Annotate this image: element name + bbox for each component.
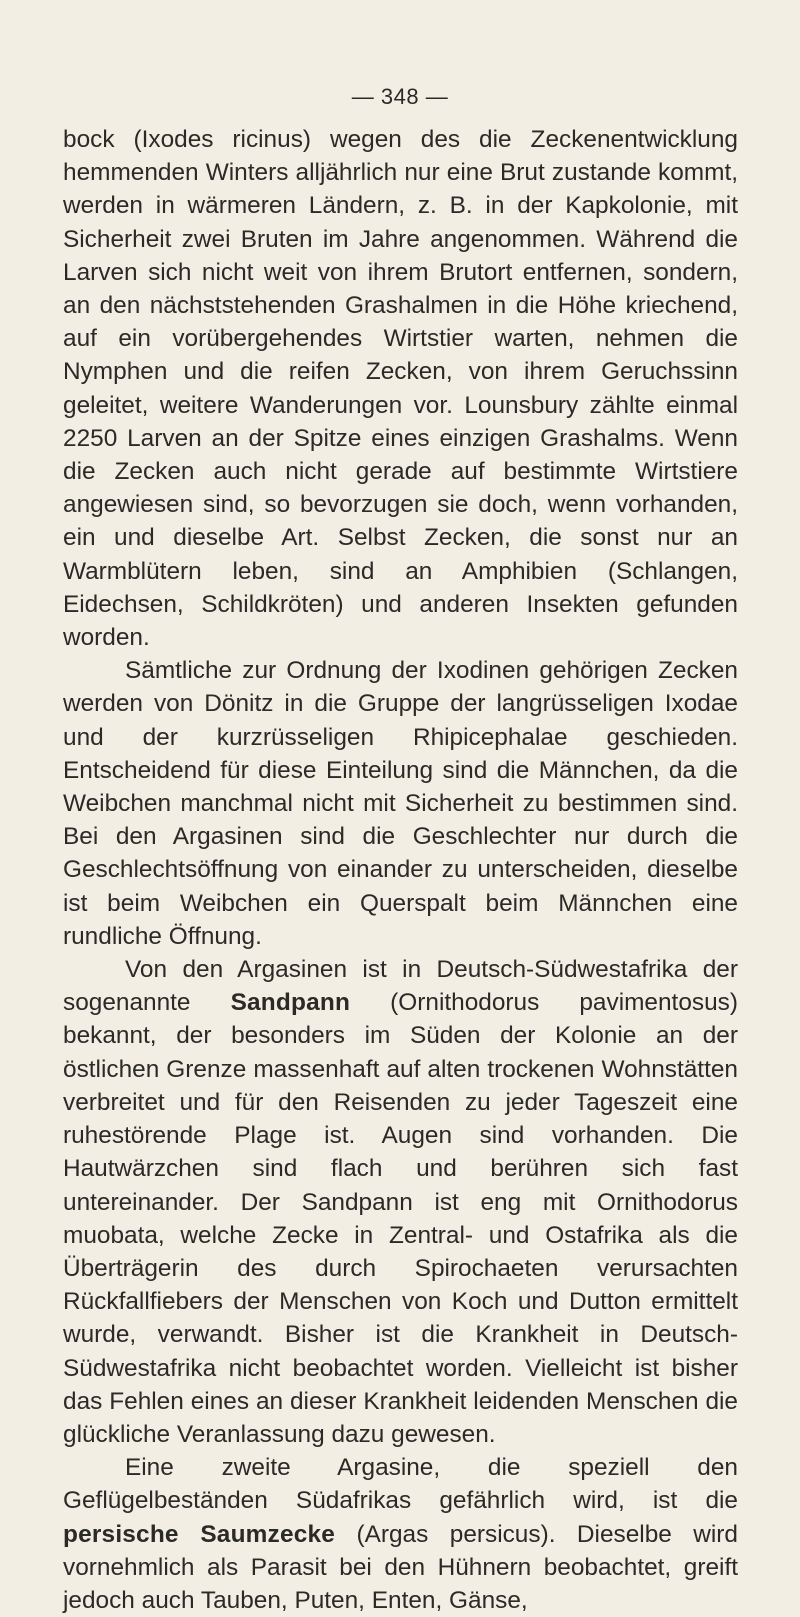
paragraph-text: Von den Argasinen ist in Deutsch-Südwestafrika der sogenannte: [63, 956, 738, 1017]
paragraph-text: Sämtliche zur Ordnung der Ixodinen gehörigen Zecken werden von Dönitz in die Gruppe der langrüsseligen Ixodae und der kurzrüsseligen Rhipicephalae geschieden. Entscheidend für diese Einteilung sind die Männchen, da die Weibchen manchmal nicht mit Sicherheit zu bestimmen sind. Bei den Argasinen sind die Geschlechter nur durch die Geschlechtsöffnung von einander zu unterscheiden, dieselbe ist beim Weibchen ein Querspalt beim Männchen eine rundliche Öffnung.: [63, 657, 738, 950]
paragraph-text: Eine zweite Argasine, die speziell den Geflügelbeständen Südafrikas gefährlich wird, ist die: [63, 1454, 738, 1515]
paragraph: [63, 654, 738, 953]
page-number: — 348 —: [351, 84, 449, 109]
emphasized-term-persische-saumzecke: persische Saumzecke: [63, 1520, 336, 1548]
paragraph-text: (Ornithodorus pavimentosus) bekannt, der besonders im Süden der Kolonie an der östlichen Grenze massenhaft auf alten trockenen Wohnstätten verbreitet und für den Reisenden zu jeder Tageszeit eine ruhestörende Plage ist. Augen sind vorhanden. Die Hautwärzchen sind flach und berühren sich fast untereinander. Der Sandpann ist eng mit Ornithodorus muobata, welche Zecke in Zentral- und Ostafrika als die Überträgerin des durch Spirochaeten verursachten Rückfallfiebers der Menschen von Koch und Dutton ermittelt wurde, verwandt. Bisher ist die Krankheit in Deutsch-Südwestafrika nicht beobachtet worden. Vielleicht ist bisher das Fehlen eines an dieser Krankheit leidenden Menschen die glückliche Veranlassung dazu gewesen.: [63, 989, 738, 1448]
paragraph-text: (Argas persicus). Dieselbe wird vornehmlich als Parasit bei den Hühnern beobachtet, greift jedoch auch Tauben, Puten, Enten, Gänse,: [63, 1520, 738, 1614]
paragraph: [63, 1451, 738, 1617]
paragraph: [63, 123, 738, 654]
body-text: [63, 123, 738, 1617]
emphasized-term-sandpann: Sandpann: [230, 989, 351, 1017]
paragraph-text: bock (Ixodes ricinus) wegen des die Zeckenentwicklung hemmenden Winters alljährlich nur eine Brut zustande kommt, werden in wärmeren Ländern, z. B. in der Kapkolonie, mit Sicherheit zwei Bruten im Jahre angenommen. Während die Larven sich nicht weit von ihrem Brutort entfernen, sondern, an den nächststehenden Grashalmen in die Höhe kriechend, auf ein vorübergehendes Wirtstier warten, nehmen die Nymphen und die reifen Zecken, von ihrem Geruchssinn geleitet, weitere Wanderungen vor. Lounsbury zählte einmal 2250 Larven an der Spitze eines einzigen Grashalms. Wenn die Zecken auch nicht gerade auf bestimmte Wirtstiere angewiesen sind, so bevorzugen sie doch, wenn vorhanden, ein und dieselbe Art. Selbst Zecken, die sonst nur an Warmblütern leben, sind an Amphibien (Schlangen, Eidechsen, Schildkröten) und anderen Insekten gefunden worden.: [63, 126, 738, 652]
paragraph: [63, 953, 738, 1451]
